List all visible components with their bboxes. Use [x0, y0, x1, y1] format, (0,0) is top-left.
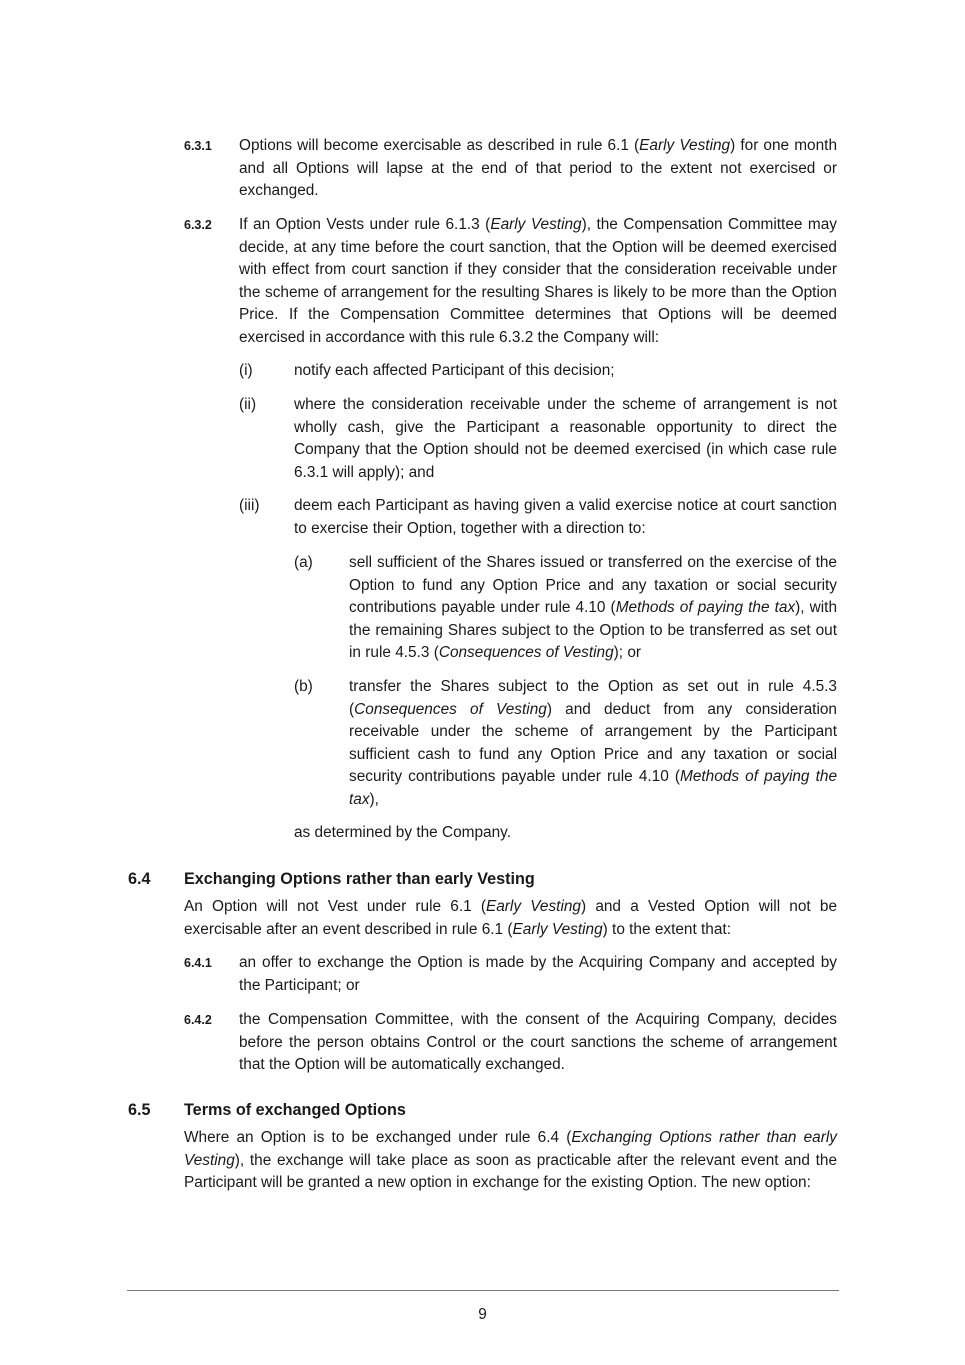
item-i-text: notify each affected Participant of this decision;: [294, 362, 615, 379]
clause-number: 6.3.2: [184, 218, 212, 232]
footer-divider: [127, 1290, 839, 1291]
section-heading: Exchanging Options rather than early Vesting: [184, 870, 535, 888]
clause-6-4-1-text: an offer to exchange the Option is made by the Acquiring Company and accepted by the Participant; or: [239, 954, 837, 994]
clause-6-3-1-text: Options will become exercisable as described in rule 6.1 (Early Vesting) for one month and all Options will lapse at the end of that period to the extent not exercised or exchanged.: [239, 137, 837, 199]
item-ii-text: where the consideration receivable under the scheme of arrangement is not wholly cash, give the Participant a reasonable opportunity to direct the Company that the Option should not be deemed exercised (in which case rule 6.3.1 will apply); and: [294, 396, 837, 481]
list-marker: (a): [294, 554, 313, 571]
section-heading: Terms of exchanged Options: [184, 1101, 406, 1119]
section-6-5-text: Where an Option is to be exchanged under rule 6.4 (Exchanging Options rather than early Vesting), the exchange will take place as soon as practicable after the relevant event and the Participant will be granted a new option in exchange for the existing Option. The new option:: [184, 1129, 837, 1191]
section-number: 6.5: [128, 1101, 151, 1119]
item-iii-text: deem each Participant as having given a valid exercise notice at court sanction to exercise their Option, together with a direction to:: [294, 497, 837, 537]
item-a-text: sell sufficient of the Shares issued or transferred on the exercise of the Option to fund any Option Price and any taxation or social security contributions payable under rule 4.10 (Methods of paying the tax), with the remaining Shares subject to the Option to be transferred as set out in rule 4.5.3 (Consequences of Vesting); or: [349, 554, 838, 661]
clause-6-3-2-text: If an Option Vests under rule 6.1.3 (Early Vesting), the Compensation Committee may decide, at any time before the court sanction, that the Option will be deemed exercised with effect from court sanction if they consider that the consideration receivable under the scheme of arrangement for the resulting Shares is likely to be more than the Option Price. If the Compensation Committee determines that Options will be deemed exercised in accordance with this rule 6.3.2 the Company will:: [239, 216, 837, 346]
item-b-text: transfer the Shares subject to the Option as set out in rule 4.5.3 (Consequences of Vesting) and deduct from any consideration receivable under the scheme of arrangement by the Participant sufficient cash to fund any Option Price and any taxation or social security contributions payable under rule 4.10 (Methods of paying the tax),: [349, 678, 837, 808]
page-number: 9: [478, 1306, 487, 1323]
determined-text: as determined by the Company.: [294, 824, 512, 841]
clause-6-4-2-text: the Compensation Committee, with the consent of the Acquiring Company, decides before the person obtains Control or the court sanctions the scheme of arrangement that the Option will be automatically exchanged.: [239, 1011, 837, 1073]
list-marker: (iii): [239, 497, 260, 514]
clause-number: 6.4.1: [184, 956, 212, 970]
clause-number: 6.4.2: [184, 1013, 212, 1027]
list-marker: (ii): [239, 396, 257, 413]
clause-number: 6.3.1: [184, 139, 212, 153]
list-marker: (b): [294, 678, 313, 695]
section-6-4-text: An Option will not Vest under rule 6.1 (Early Vesting) and a Vested Option will not be exercisable after an event described in rule 6.1 (Early Vesting) to the extent that:: [184, 898, 838, 938]
list-marker: (i): [239, 362, 253, 379]
section-number: 6.4: [128, 870, 151, 888]
